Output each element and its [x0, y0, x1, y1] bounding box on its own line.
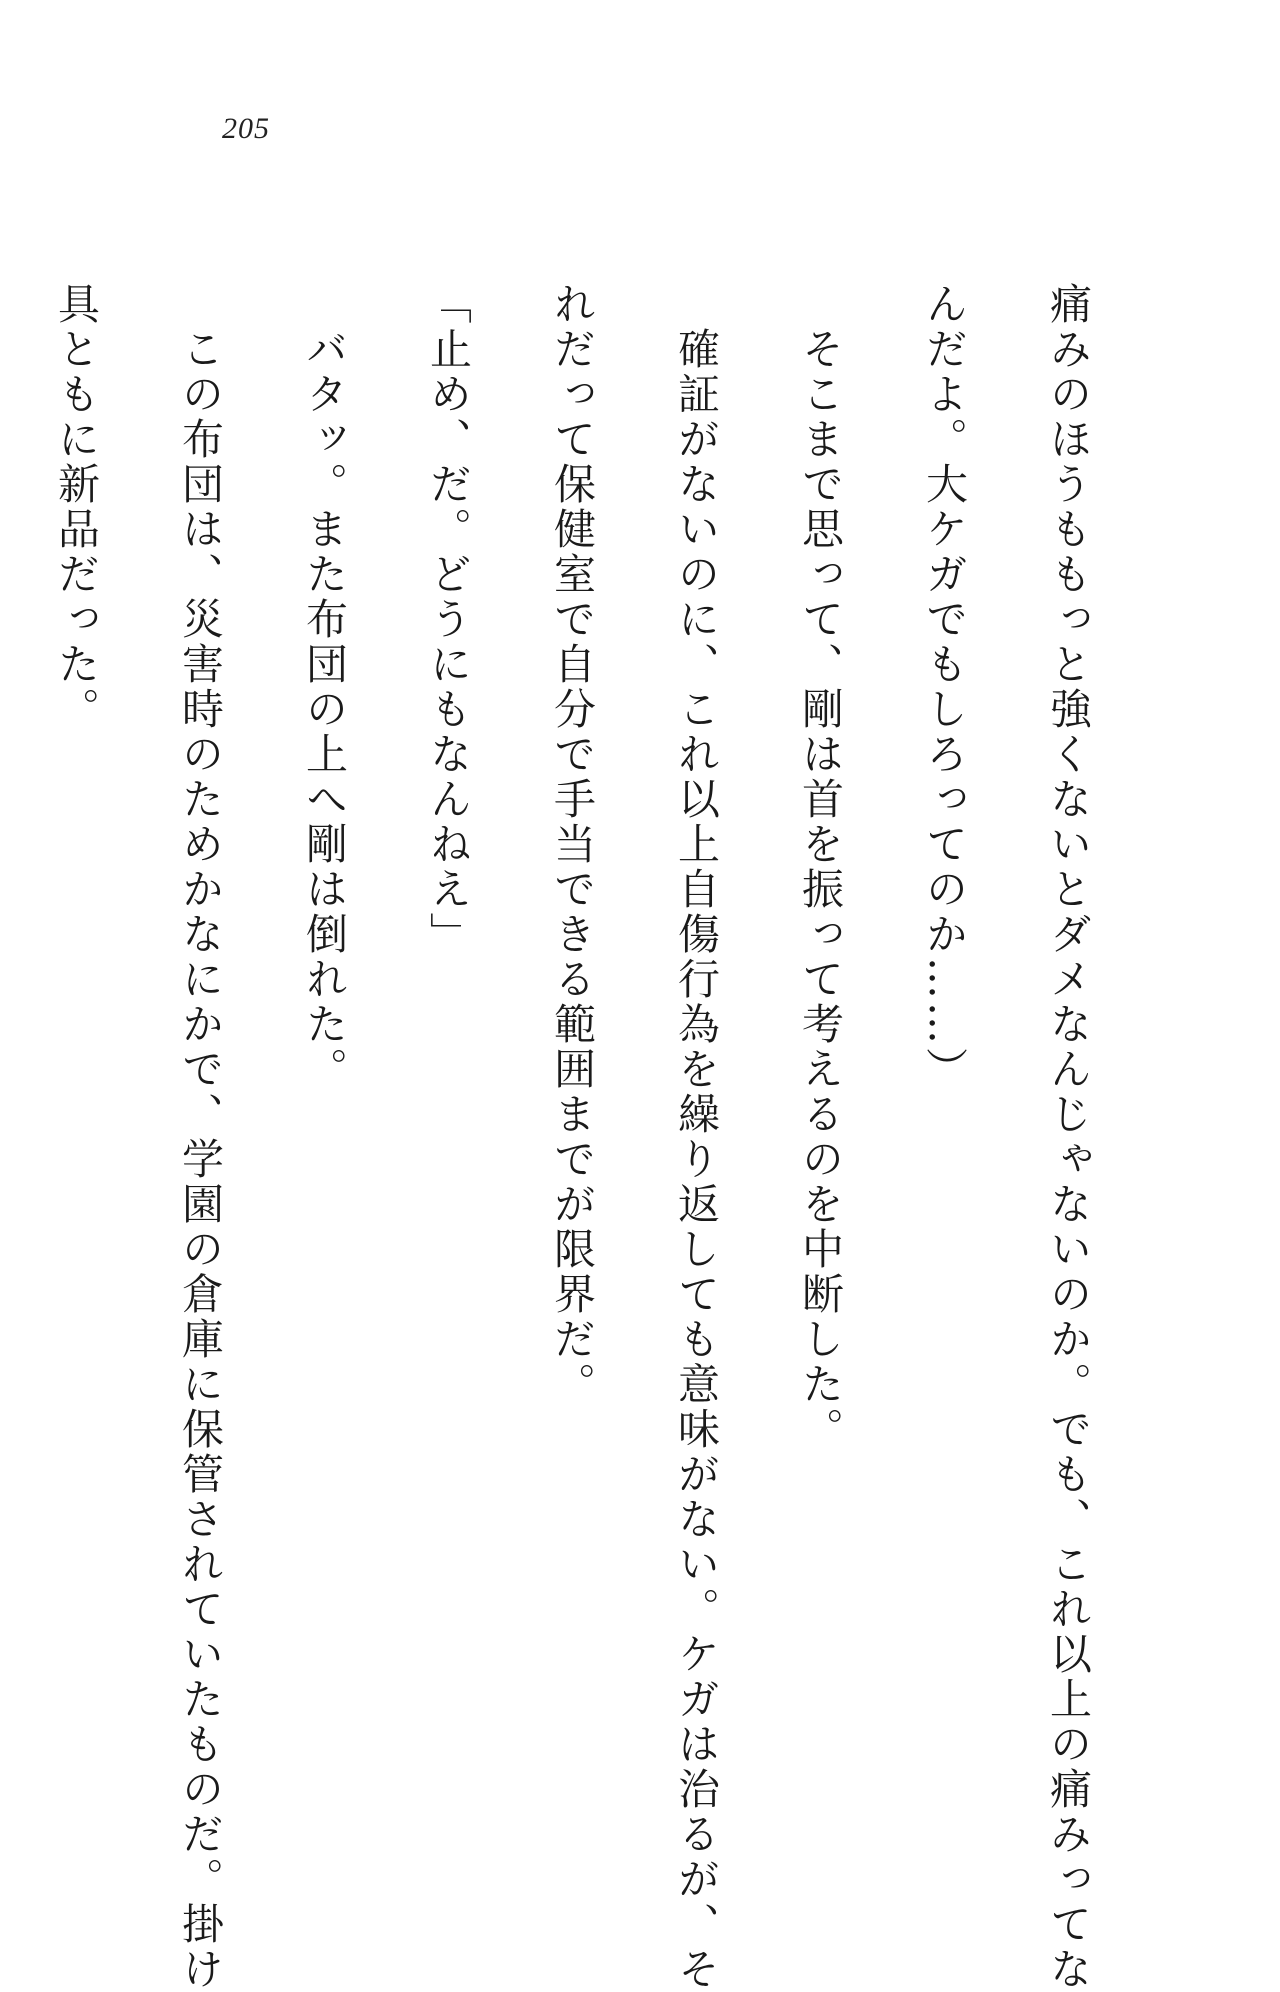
text-line: 確証がないのに、これ以上自傷行為を繰り返しても意味がない。ケガは治るが、そ	[672, 282, 721, 1992]
page-number: 205	[222, 112, 270, 145]
text-line: れだって保健室で自分で手当できる範囲までが限界だ。	[548, 282, 597, 1407]
text-line: バタッ。また布団の上へ剛は倒れた。	[300, 282, 349, 1092]
text-line: この布団は、災害時のためかなにかで、学園の倉庫に保管されていたものだ。掛け	[176, 282, 225, 1992]
text-line-with-ruby	[0, 282, 14, 1752]
text-line: 具ともに新品だった。	[52, 282, 101, 732]
text-line: んだよ。大ケガでもしろってのか……）	[920, 282, 969, 1092]
text-line: 「止め、だ。どうにもなんねえ」	[424, 282, 473, 957]
text-line: そこまで思って、剛は首を振って考えるのを中断した。	[796, 282, 845, 1452]
text-line: 痛みのほうももっと強くないとダメなんじゃないのか。でも、これ以上の痛みってな	[1044, 282, 1093, 1992]
vertical-text-body	[52, 282, 1130, 1992]
